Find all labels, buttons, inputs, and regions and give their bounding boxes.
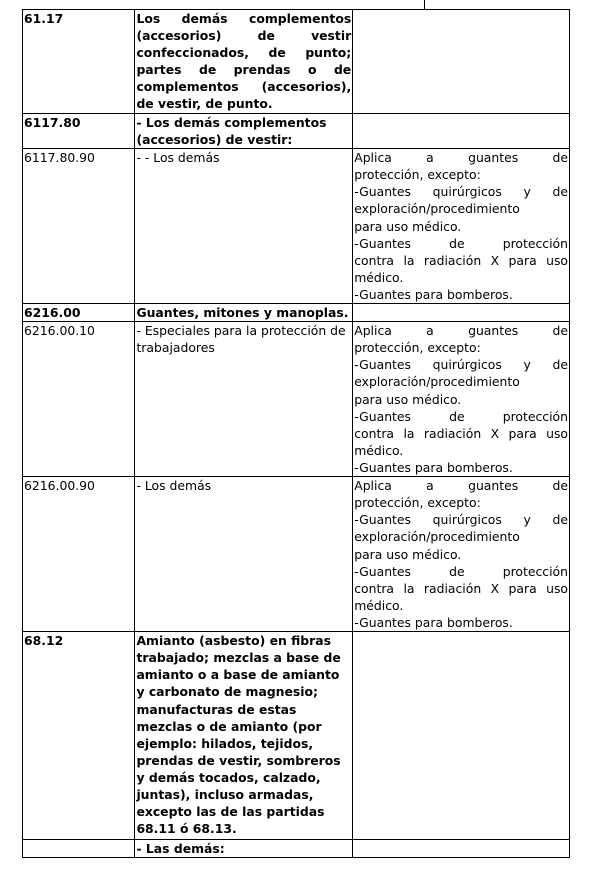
- observation-line: médico.: [354, 442, 404, 458]
- tariff-description: Amianto (asbesto) en fibras trabajado; mezclas a base de amianto o a base de amianto y carbonato de magnesio; manufacturas de estas mezclas o de amianto (por ejemplo: hilados, tejidos, prendas de vestir, sombreros y demás tocados, calzado, juntas), incluso armadas, excepto las de las partidas 68.11 ó 68.13.: [135, 632, 353, 840]
- table-row-6117-80-90: [23, 149, 570, 304]
- observation-line: para uso médico.: [354, 546, 462, 562]
- observation-line: para uso médico.: [354, 218, 462, 234]
- tariff-code: 68.12: [23, 632, 135, 840]
- observation-line: exploración/procedimiento: [354, 374, 520, 390]
- tariff-description: Guantes, mitones y manoplas.: [135, 304, 353, 322]
- observation-line: contra la radiación X para uso: [354, 252, 568, 268]
- observation-line: -Guantes quirúrgicos y de: [354, 357, 568, 373]
- observation-line: -Guantes para bomberos.: [354, 614, 513, 630]
- tariff-code: 6117.80.90: [23, 149, 135, 304]
- observation-line: -Guantes de protección: [354, 408, 568, 424]
- tariff-code: 6216.00.10: [23, 322, 135, 477]
- observations-cell: [353, 114, 570, 149]
- observations-cell: [353, 322, 570, 477]
- table-row-61-17: [23, 10, 570, 114]
- observation-line: protección, excepto:: [354, 167, 481, 183]
- observation-line: protección, excepto:: [354, 495, 481, 511]
- observation-line: Aplica a guantes de: [354, 323, 568, 339]
- observation-line: -Guantes para bomberos.: [354, 459, 513, 475]
- table-row-las-demas: [23, 840, 570, 858]
- observation-line: contra la radiación X para uso: [354, 580, 568, 596]
- observation-line: exploración/procedimiento: [354, 201, 520, 217]
- tariff-code: 6117.80: [23, 114, 135, 149]
- observations-cell: [353, 632, 570, 840]
- tariff-description: - Los demás complementos (accesorios) de vestir:: [135, 114, 353, 149]
- observations-cell: [353, 10, 570, 114]
- tariff-code: 61.17: [23, 10, 135, 114]
- tariff-code: 6216.00: [23, 304, 135, 322]
- observation-line: protección, excepto:: [354, 340, 481, 356]
- table-row-6216-00-10: [23, 322, 570, 477]
- tariff-code: [23, 840, 135, 858]
- observation-line: médico.: [354, 597, 404, 613]
- observations-cell: [353, 149, 570, 304]
- table-row-68-12: [23, 632, 570, 840]
- tariff-description: Los demás complementos (accesorios) de vestir confeccionados, de punto; partes de prendas o de complementos (accesorios), de vestir, de punto.: [135, 10, 353, 114]
- observation-line: para uso médico.: [354, 391, 462, 407]
- observation-line: Aplica a guantes de: [354, 150, 568, 166]
- observations-cell: [353, 477, 570, 632]
- observation-line: -Guantes quirúrgicos y de: [354, 512, 568, 528]
- observation-line: -Guantes para bomberos.: [354, 286, 513, 302]
- observations-cell: [353, 840, 570, 858]
- tariff-description: - Los demás: [135, 477, 353, 632]
- observation-line: Aplica a guantes de: [354, 478, 568, 494]
- table-row-6216-00: [23, 304, 570, 322]
- observation-line: -Guantes quirúrgicos y de: [354, 184, 568, 200]
- top-edge-mark: [424, 0, 425, 9]
- observation-line: -Guantes de protección: [354, 563, 568, 579]
- observation-line: contra la radiación X para uso: [354, 425, 568, 441]
- observation-line: exploración/procedimiento: [354, 529, 520, 545]
- tariff-description: - Especiales para la protección de trabajadores: [135, 322, 353, 477]
- tariff-code: 6216.00.90: [23, 477, 135, 632]
- tariff-table: [22, 9, 570, 858]
- tariff-description: - - Los demás: [135, 149, 353, 304]
- table-row-6216-00-90: [23, 477, 570, 632]
- observations-cell: [353, 304, 570, 322]
- table-row-6117-80: [23, 114, 570, 149]
- observation-line: médico.: [354, 269, 404, 285]
- observation-line: -Guantes de protección: [354, 235, 568, 251]
- tariff-description: - Las demás:: [135, 840, 353, 858]
